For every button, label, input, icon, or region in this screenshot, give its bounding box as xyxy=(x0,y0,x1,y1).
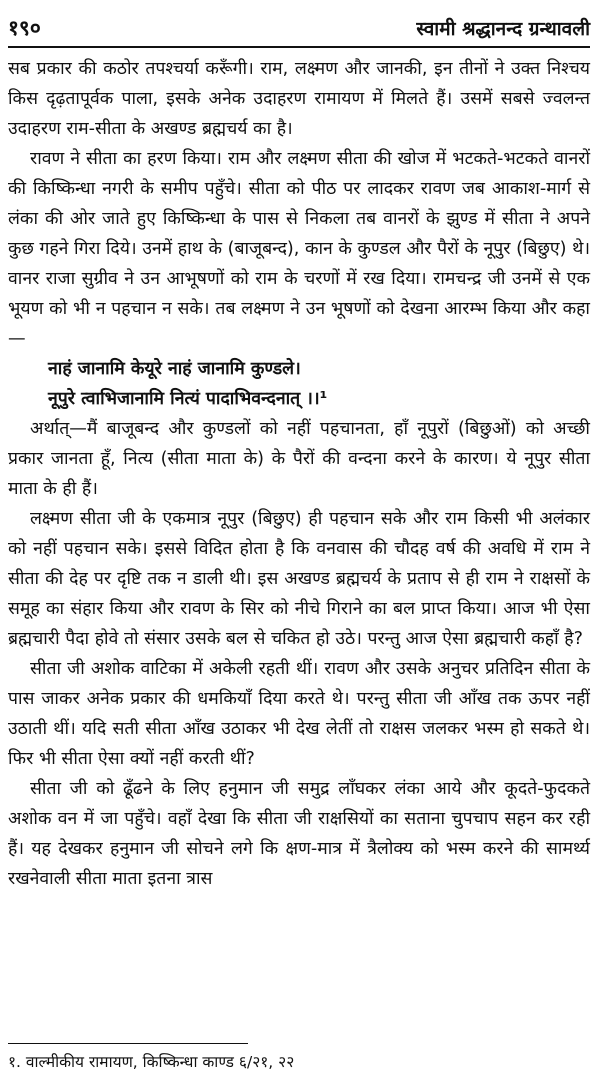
paragraph-2: रावण ने सीता का हरण किया। राम और लक्ष्मण सीता की खोज में भटकते-भटकते वानरों की किष्किन्धा नगरी के समीप पहुँचे। सीता को पीठ पर लादकर रावण जब आकाश-मार्ग से लंका की ओर जाते हुए किष्किन्धा के पास से निकला तब वानरों के झुण्ड में सीता ने अपने कुछ गहने गिरा दिये। उनमें हाथ के (बाजूबन्द), कान के कुण्डल और पैरों के नूपुर (बिछुए) थे। वानर राजा सुग्रीव ने उन आभूषणों को राम के चरणों में रख दिया। रामचन्द्र जी उनमें से एक भूयण को भी न पहचान न सके। तब लक्ष्मण ने उन भूषणों को देखना आरम्भ किया और कहा— xyxy=(8,149,590,349)
sanskrit-verse xyxy=(8,354,590,414)
paragraph-4: लक्ष्मण सीता जी के एकमात्र नूपुर (बिछुए) ही पहचान सके और राम किसी भी अलंकार को नहीं पहचान सके। इससे विदित होता है कि वनवास की चौदह वर्ष की अवधि में राम ने सीता की देह पर दृष्टि तक न डाली थी। इस अखण्ड ब्रह्मचर्य के प्रताप से ही राम ने राक्षसों के समूह का संहार किया और रावण के सिर को नीचे गिराने का बल प्राप्त किया। आज भी ऐसा ब्रह्मचारी पैदा होवे तो संसार उसके बल से चकित हो उठे। परन्तु आज ऐसा ब्रह्मचारी कहाँ है? xyxy=(8,509,590,649)
page-body xyxy=(8,54,590,894)
paragraph-6: सीता जी को ढूँढने के लिए हनुमान जी समुद्र लाँघकर लंका आये और कूदते-फुदकते अशोक वन में जा पहुँचे। वहाँ देखा कि सीता जी राक्षसियों का सताना चुपचाप सहन कर रही हैं। यह देखकर हनुमान जी सोचने लगे कि क्षण-मात्र में त्रैलोक्य को भस्म करने की सामर्थ्य रखनेवाली सीता माता इतना त्रास xyxy=(8,779,590,889)
running-head: स्वामी श्रद्धानन्द ग्रन्थावली xyxy=(416,18,590,40)
verse-line-2: नूपुरे त्वाभिजानामि नित्यं पादाभिवन्दनात् ।।¹ xyxy=(48,389,328,409)
paragraph-5: सीता जी अशोक वाटिका में अकेली रहती थीं। रावण और उसके अनुचर प्रतिदिन सीता के पास जाकर अनेक प्रकार की धमकियाँ दिया करते थे। परन्तु सीता जी आँख तक ऊपर नहीं उठाती थीं। यदि सती सीता आँख उठाकर भी देख लेतीं तो राक्षस जलकर भस्म हो सकते थे। फिर भी सीता ऐसा क्यों नहीं करती थीं? xyxy=(8,659,590,769)
paragraph-1: सब प्रकार की कठोर तपश्चर्या करूँगी। राम, लक्ष्मण और जानकी, इन तीनों ने उक्त निश्चय किस दृढ़तापूर्वक पाला, इसके अनेक उदाहरण रामायण में मिलते हैं। उसमें सबसे ज्वलन्त उदाहरण राम-सीता के अखण्ड ब्रह्मचर्य का है। xyxy=(8,59,590,139)
footnote: १. वाल्मीकीय रामायण, किष्किन्धा काण्ड ६/२१, २२ xyxy=(8,1053,295,1071)
paragraph-3: अर्थात्—मैं बाजूबन्द और कुण्डलों को नहीं पहचानता, हाँ नूपुरों (बिछुओं) को अच्छी प्रकार जानता हूँ, नित्य (सीता माता के) के पैरों की वन्दना करने के कारण। ये नूपुर सीता माता के ही हैं। xyxy=(8,419,590,499)
page-header xyxy=(8,14,590,44)
footnote-rule xyxy=(8,1043,248,1044)
header-rule xyxy=(8,46,590,48)
verse-line-1: नाहं जानामि केयूरे नाहं जानामि कुण्डले। xyxy=(48,359,301,379)
page-number: १९० xyxy=(8,16,41,40)
